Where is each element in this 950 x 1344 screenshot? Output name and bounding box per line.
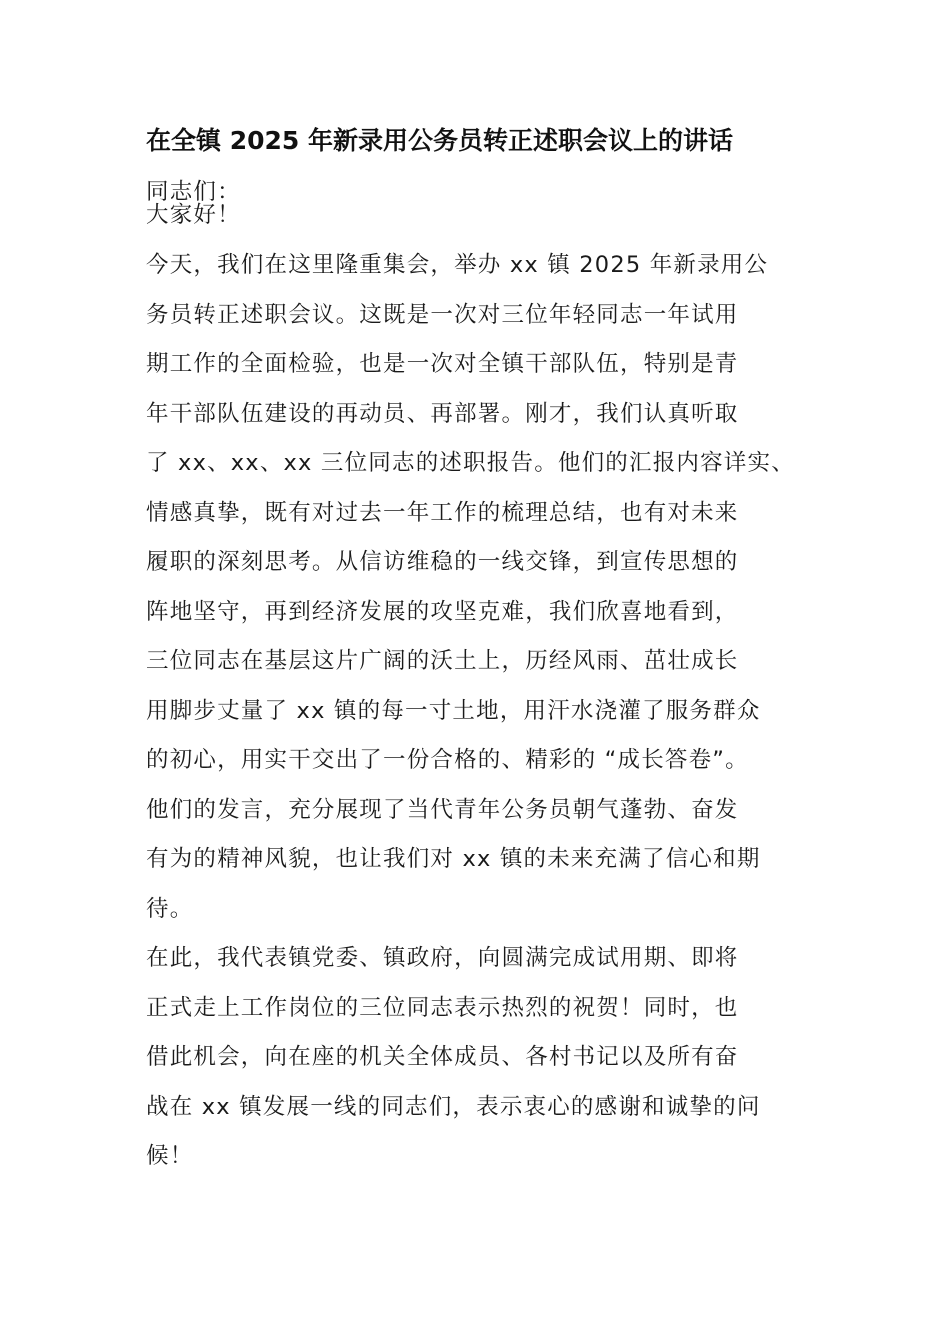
paragraph-line: 在此，我代表镇党委、镇政府，向圆满完成试用期、即将 <box>146 945 739 971</box>
paragraph-line: 情感真挚，既有对过去一年工作的梳理总结，也有对未来 <box>146 500 739 526</box>
paragraph-line: 他们的发言，充分展现了当代青年公务员朝气蓬勃、奋发 <box>146 797 739 823</box>
paragraph-line: 用脚步丈量了 xx 镇的每一寸土地，用汗水浇灌了服务群众 <box>146 698 761 724</box>
paragraph-line: 三位同志在基层这片广阔的沃土上，历经风雨、茁壮成长 <box>146 648 739 674</box>
paragraph-line: 待。 <box>146 896 194 922</box>
greeting: 大家好！ <box>146 202 241 228</box>
paragraph-line: 年干部队伍建设的再动员、再部署。刚才，我们认真听取 <box>146 401 739 427</box>
paragraph-line: 阵地坚守，再到经济发展的攻坚克难，我们欣喜地看到， <box>146 599 739 625</box>
paragraph-line: 了 xx、xx、xx 三位同志的述职报告。他们的汇报内容详实、 <box>146 450 795 476</box>
paragraph-line: 有为的精神风貌，也让我们对 xx 镇的未来充满了信心和期 <box>146 846 761 872</box>
paragraph-line: 的初心，用实干交出了一份合格的、精彩的 “成长答卷”。 <box>146 747 749 773</box>
paragraph-line: 候！ <box>146 1143 194 1169</box>
paragraph-line: 期工作的全面检验，也是一次对全镇干部队伍，特别是青 <box>146 351 739 377</box>
document-title: 在全镇 2025 年新录用公务员转正述职会议上的讲话 <box>146 126 733 155</box>
salutation: 同志们： <box>146 179 241 205</box>
paragraph-line: 借此机会，向在座的机关全体成员、各村书记以及所有奋 <box>146 1044 739 1070</box>
paragraph-line: 今天，我们在这里隆重集会，举办 xx 镇 2025 年新录用公 <box>146 252 769 278</box>
paragraph-line: 正式走上工作岗位的三位同志表示热烈的祝贺！同时，也 <box>146 995 739 1021</box>
paragraph-line: 战在 xx 镇发展一线的同志们，表示衷心的感谢和诚挚的问 <box>146 1094 761 1120</box>
paragraph-line: 履职的深刻思考。从信访维稳的一线交锋，到宣传思想的 <box>146 549 739 575</box>
paragraph-line: 务员转正述职会议。这既是一次对三位年轻同志一年试用 <box>146 302 739 328</box>
